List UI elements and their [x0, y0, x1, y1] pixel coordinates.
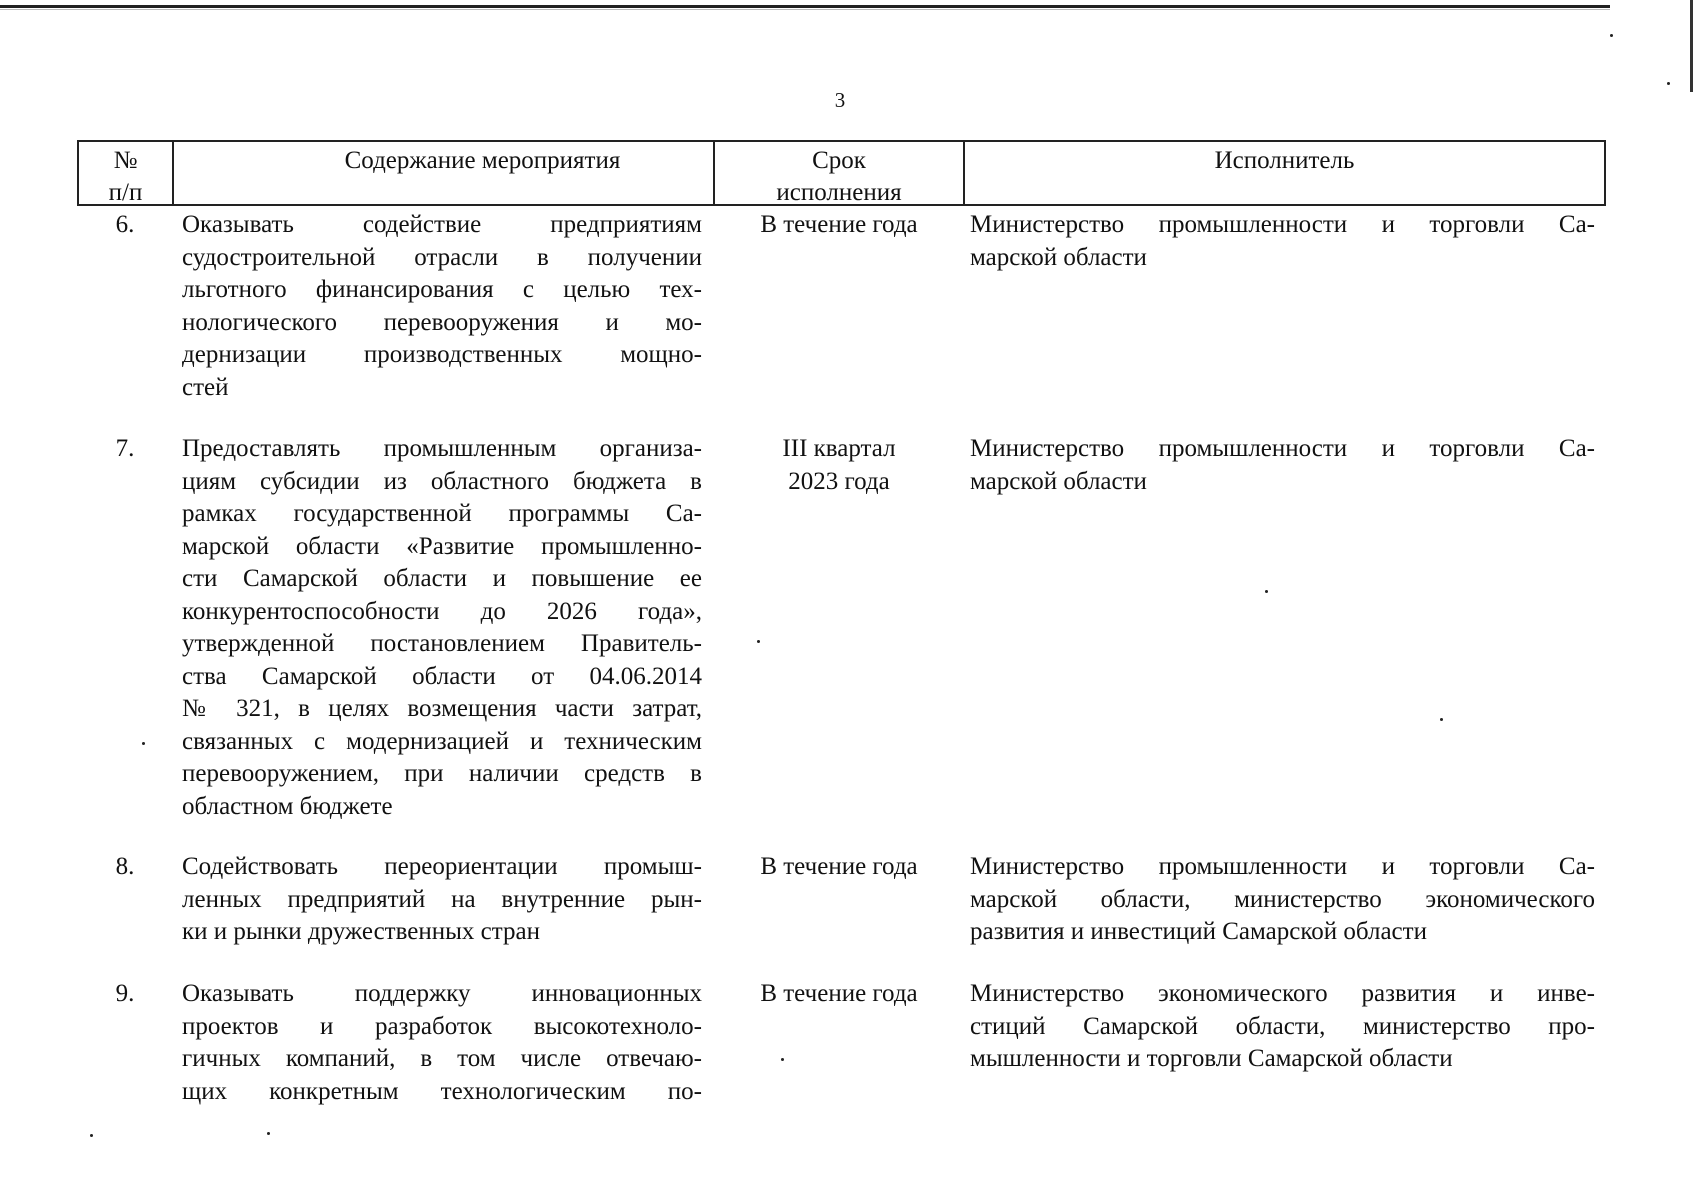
term-line: В течение года	[760, 853, 918, 880]
content-line: щих конкретным технологическим по-	[182, 1077, 702, 1105]
row-executor	[970, 851, 1595, 949]
row-executor	[970, 978, 1595, 1076]
scan-speck	[1265, 590, 1268, 593]
content-line: сти Самарской области и повышение ее	[182, 565, 702, 592]
header-num-line2: п/п	[108, 179, 143, 206]
term-line: III квартал	[782, 435, 896, 462]
row-term	[738, 978, 940, 1011]
scan-speck	[90, 1134, 93, 1137]
executor-line: марской области	[970, 467, 1147, 495]
content-line: марской области «Развитие промышленно-	[182, 532, 702, 560]
term-line: В течение года	[760, 980, 918, 1007]
content-line: стей	[182, 373, 229, 401]
content-line: гичных компаний, в том числе отвечаю-	[182, 1045, 702, 1072]
term-line: 2023 года	[788, 467, 890, 495]
content-line: дернизации производственных мощно-	[182, 341, 702, 368]
scan-right-edge	[1690, 0, 1693, 92]
row-term	[738, 209, 940, 242]
scan-speck	[1440, 718, 1443, 721]
content-line: Содействовать переориентации промыш-	[182, 853, 702, 880]
scan-edge-line-thin	[0, 9, 1610, 10]
content-line: связанных с модернизацией и техническим	[182, 727, 702, 755]
header-term	[715, 142, 963, 204]
executor-line: марской области	[970, 243, 1147, 271]
content-line: ства Самарской области от 04.06.2014	[182, 662, 702, 690]
content-line: конкурентоспособности до 2026 года»,	[182, 597, 702, 625]
page-number: 3	[834, 88, 846, 112]
content-line: проектов и разработок высокотехноло-	[182, 1012, 702, 1040]
content-line: Оказывать содействие предприятиям	[182, 211, 702, 238]
row-number: 9.	[115, 980, 135, 1007]
row-content	[182, 978, 702, 1108]
scan-speck	[1610, 34, 1613, 37]
row-content	[182, 209, 702, 404]
executor-line: Министерство промышленности и торговли Са-	[970, 853, 1595, 880]
content-line: утвержденной постановлением Правитель-	[182, 630, 702, 657]
table-header	[77, 140, 1606, 206]
row-content	[182, 851, 702, 949]
scan-speck	[757, 640, 760, 643]
content-line: Оказывать поддержку инновационных	[182, 980, 702, 1007]
row-content	[182, 433, 702, 823]
executor-line: Министерство экономического развития и инве-	[970, 980, 1595, 1007]
scan-speck	[267, 1132, 270, 1135]
header-term-line1: Срок	[812, 147, 866, 174]
row-number: 8.	[115, 853, 135, 880]
scan-speck	[781, 1058, 784, 1061]
header-num	[79, 142, 172, 204]
row-number: 6.	[115, 211, 135, 238]
content-line: Предоставлять промышленным организа-	[182, 435, 702, 462]
content-line: ленных предприятий на внутренние рын-	[182, 885, 702, 913]
executor-line: Министерство промышленности и торговли Са-	[970, 211, 1595, 238]
content-line: судостроительной отрасли в получении	[182, 243, 702, 271]
executor-line: стиций Самарской области, министерство про-	[970, 1012, 1595, 1040]
content-line: рамках государственной программы Са-	[182, 500, 702, 527]
content-line: циям субсидии из областного бюджета в	[182, 467, 702, 495]
executor-line: развития и инвестиций Самарской области	[970, 918, 1427, 945]
row-term	[738, 433, 940, 498]
content-line: ки и рынки дружественных стран	[182, 918, 540, 945]
scan-speck	[142, 742, 145, 745]
header-num-line1: №	[113, 147, 138, 174]
row-term	[738, 851, 940, 884]
executor-line: Министерство промышленности и торговли Са-	[970, 435, 1595, 462]
executor-line: мышленности и торговли Самарской области	[970, 1045, 1453, 1072]
executor-line: марской области, министерство экономического	[970, 885, 1595, 913]
term-line: В течение года	[760, 211, 918, 238]
header-content: Содержание мероприятия	[344, 147, 621, 174]
content-line: льготного финансирования с целью тех-	[182, 276, 702, 303]
content-line: областном бюджете	[182, 792, 393, 820]
scan-edge-line	[0, 5, 1610, 8]
content-line: перевооружением, при наличии средств в	[182, 760, 702, 787]
row-executor	[970, 209, 1595, 274]
header-term-line2: исполнения	[776, 179, 902, 206]
content-line: № 321, в целях возмещения части затрат,	[182, 695, 702, 722]
scan-speck	[1667, 82, 1670, 85]
row-executor	[970, 433, 1595, 498]
header-executor: Исполнитель	[1214, 147, 1355, 174]
content-line: нологического перевооружения и мо-	[182, 308, 702, 336]
row-number: 7.	[115, 435, 135, 462]
